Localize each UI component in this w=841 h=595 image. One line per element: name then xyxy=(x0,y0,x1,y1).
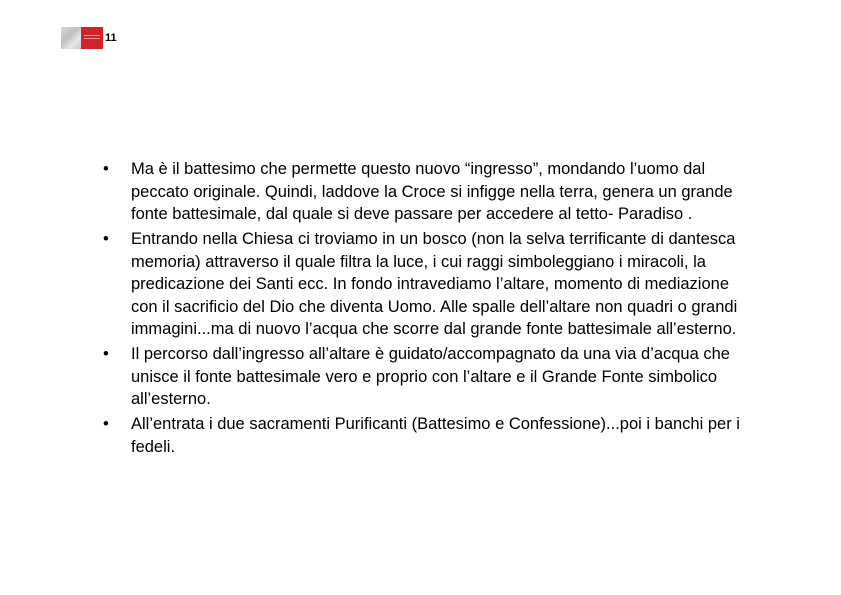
bullet-text: Entrando nella Chiesa ci troviamo in un bosco (non la selva terrificante di dantesca memoria) attraverso il quale filtra la luce, i cui raggi simboleggiano i miracoli, la predicazione dei Santi ecc. In fondo intravediamo l’altare, momento di mediazione con il sacrificio del Dio che diventa Uomo. Alle spalle dell’altare non quadri o grandi immagini...ma di nuovo l’acqua che scorre dal grande fonte battesimale all’esterno. xyxy=(131,230,738,338)
logo xyxy=(61,27,103,49)
bullet-item xyxy=(103,158,753,226)
logo-mark-line xyxy=(84,38,100,39)
logo-mark-line xyxy=(84,35,100,36)
bullet-item xyxy=(103,413,753,458)
bullet-marker: • xyxy=(103,230,109,248)
logo-gray-block xyxy=(61,27,81,49)
slide-content xyxy=(103,158,753,461)
bullet-list xyxy=(103,158,753,458)
bullet-text: All’entrata i due sacramenti Purificanti (Battesimo e Confessione)...poi i banchi per i fedeli. xyxy=(131,415,740,456)
logo-red-block xyxy=(81,27,103,49)
bullet-marker: • xyxy=(103,160,109,178)
bullet-item xyxy=(103,343,753,411)
bullet-marker: • xyxy=(103,415,109,433)
bullet-marker: • xyxy=(103,345,109,363)
bullet-text: Il percorso dall’ingresso all’altare è guidato/accompagnato da una via d’acqua che unisce il fonte battesimale vero e proprio con l’altare e il Grande Fonte simbolico all’esterno. xyxy=(131,345,730,408)
bullet-text: Ma è il battesimo che permette questo nuovo “ingresso”, mondando l’uomo dal peccato originale. Quindi, laddove la Croce si infigge nella terra, genera un grande fonte battesimale, dal quale si deve passare per accedere al tetto- Paradiso . xyxy=(131,160,733,223)
bullet-item xyxy=(103,228,753,341)
page-number: 11 xyxy=(105,32,117,44)
